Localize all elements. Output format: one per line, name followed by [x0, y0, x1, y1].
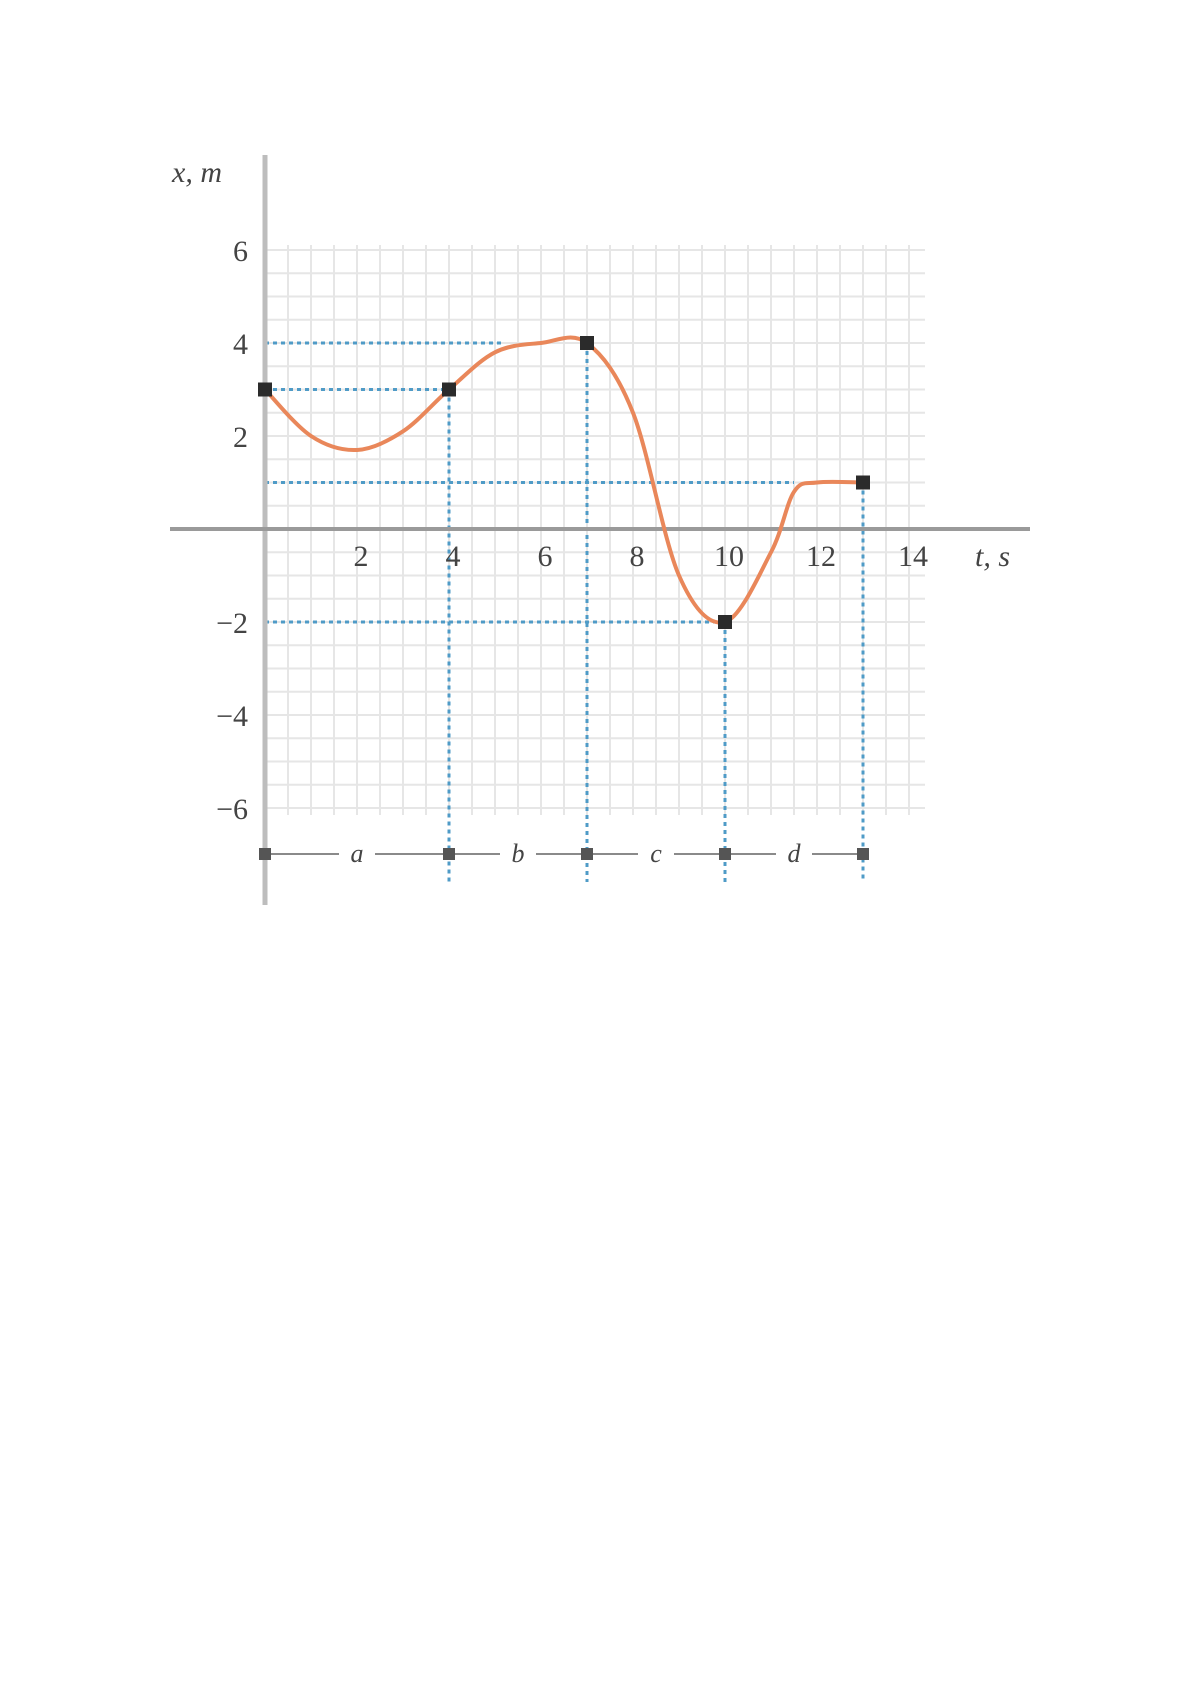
- x-tick-label: 14: [898, 540, 928, 573]
- data-point: [718, 615, 732, 629]
- segment-endpoint: [259, 848, 271, 860]
- segment-endpoint: [857, 848, 869, 860]
- y-tick-label: 2: [233, 421, 248, 454]
- y-axis-label: x, m: [172, 156, 222, 189]
- y-tick-label: −6: [216, 793, 248, 826]
- segment-label: a: [350, 839, 364, 868]
- x-tick-label: 8: [629, 540, 645, 573]
- segment-endpoint: [443, 848, 455, 860]
- paragraph-7: [145, 1375, 1045, 1405]
- segment-label: c: [650, 839, 662, 868]
- segment-label: b: [511, 839, 525, 868]
- paragraph-3: [145, 1098, 1045, 1128]
- chart-axes: [170, 155, 1030, 905]
- x-axis-label: t, s: [975, 540, 1011, 573]
- x-tick-label: 2: [353, 540, 369, 573]
- segment-markers: [259, 839, 869, 868]
- paragraph-8: [145, 1468, 1045, 1498]
- data-point: [258, 383, 272, 397]
- paragraph-2: [145, 1005, 1045, 1035]
- paragraph-4: [145, 1160, 1045, 1190]
- segment-endpoint: [719, 848, 731, 860]
- x-tick-label: 6: [537, 540, 553, 573]
- paragraph-1: [145, 943, 1045, 973]
- segment-endpoint: [581, 848, 593, 860]
- y-tick-label: 4: [233, 328, 248, 361]
- data-point: [580, 336, 594, 350]
- x-tick-label: 10: [714, 540, 744, 573]
- y-tick-label: 6: [233, 235, 248, 268]
- x-tick-label: 4: [445, 540, 461, 573]
- tick-labels: [171, 156, 1010, 826]
- paragraph-5: [145, 1220, 1045, 1250]
- data-point: [856, 476, 870, 490]
- data-point: [442, 383, 456, 397]
- y-tick-label: −4: [216, 700, 248, 733]
- segment-label: d: [787, 839, 801, 868]
- x-tick-label: 12: [806, 540, 836, 573]
- y-tick-label: −2: [216, 607, 248, 640]
- paragraph-6: [145, 1312, 1045, 1342]
